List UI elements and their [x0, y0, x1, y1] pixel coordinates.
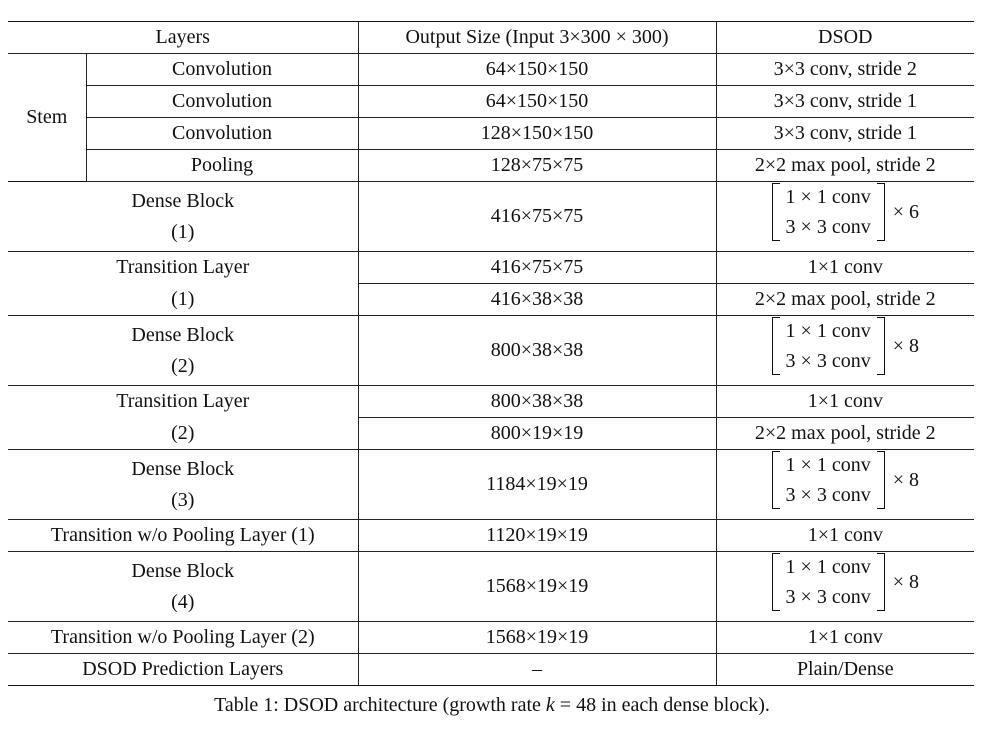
conv-3x3: 3 × 3 conv — [785, 586, 871, 608]
caption-suffix: = 48 in each dense block). — [554, 694, 770, 716]
block-name: Dense Block — [131, 323, 235, 346]
block-index: (2) — [171, 354, 195, 377]
block-name: Dense Block — [131, 559, 235, 582]
dsod-config — [716, 316, 974, 386]
caption-prefix: Table 1: DSOD architecture (growth rate — [214, 694, 546, 716]
output-size: 800×19×19 — [358, 418, 716, 450]
conv-1x1: 1 × 1 conv — [785, 454, 871, 476]
dense-block-4-label — [8, 552, 358, 622]
left-bracket-icon — [772, 553, 780, 611]
conv-3x3: 3 × 3 conv — [785, 484, 871, 506]
table-row — [8, 54, 974, 86]
dense-block-2-label — [8, 316, 358, 386]
table-row — [8, 284, 974, 316]
conv-3x3: 3 × 3 conv — [785, 216, 871, 238]
repeat-multiplier: × 8 — [892, 469, 919, 491]
table-row — [8, 118, 974, 150]
conv-3x3: 3 × 3 conv — [785, 350, 871, 372]
output-size: 800×38×38 — [358, 316, 716, 386]
bracket-matrix — [772, 316, 919, 376]
conv-1x1: 1 × 1 conv — [785, 320, 871, 342]
repeat-multiplier: × 6 — [892, 201, 919, 223]
block-name: Transition w/o Pooling Layer (2) — [8, 622, 358, 654]
table-row — [8, 182, 974, 252]
dsod-config: 2×2 max pool, stride 2 — [716, 150, 974, 182]
output-size: 416×75×75 — [358, 252, 716, 284]
dsod-config: 1×1 conv — [716, 520, 974, 552]
dsod-config: 1×1 conv — [716, 622, 974, 654]
block-index: (4) — [171, 590, 195, 613]
bracket-matrix — [772, 182, 919, 242]
dsod-config: 1×1 conv — [716, 386, 974, 418]
dsod-config — [716, 552, 974, 622]
table-row — [8, 450, 974, 520]
header-layers: Layers — [8, 22, 358, 54]
dsod-config — [716, 450, 974, 520]
table-row — [8, 520, 974, 552]
left-bracket-icon — [772, 451, 780, 509]
output-size: 416×38×38 — [358, 284, 716, 316]
layer-name: Convolution — [86, 54, 358, 86]
table-row — [8, 418, 974, 450]
output-size: 1120×19×19 — [358, 520, 716, 552]
conv-1x1: 1 × 1 conv — [785, 186, 871, 208]
conv-1x1: 1 × 1 conv — [785, 556, 871, 578]
dense-block-1-label — [8, 182, 358, 252]
block-name: Dense Block — [131, 189, 235, 212]
table-row — [8, 86, 974, 118]
table-row — [8, 622, 974, 654]
block-name: Transition Layer — [8, 252, 358, 284]
dsod-config: Plain/Dense — [716, 654, 974, 686]
block-index: (1) — [8, 284, 358, 316]
block-name: DSOD Prediction Layers — [8, 654, 358, 686]
output-size: 1184×19×19 — [358, 450, 716, 520]
table-caption — [0, 694, 984, 717]
table-row — [8, 654, 974, 686]
output-size: 1568×19×19 — [358, 622, 716, 654]
bracket-matrix — [772, 450, 919, 510]
right-bracket-icon — [877, 183, 885, 241]
header-row — [8, 22, 974, 54]
dense-block-3-label — [8, 450, 358, 520]
output-size: 128×150×150 — [358, 118, 716, 150]
block-name: Transition Layer — [8, 386, 358, 418]
stem-label: Stem — [8, 54, 86, 182]
repeat-multiplier: × 8 — [892, 335, 919, 357]
block-index: (1) — [171, 220, 195, 243]
dsod-config: 3×3 conv, stride 1 — [716, 118, 974, 150]
dsod-config: 3×3 conv, stride 2 — [716, 54, 974, 86]
dsod-config: 2×2 max pool, stride 2 — [716, 284, 974, 316]
table-row — [8, 552, 974, 622]
right-bracket-icon — [877, 317, 885, 375]
output-size: 1568×19×19 — [358, 552, 716, 622]
output-size: 64×150×150 — [358, 86, 716, 118]
dsod-config: 2×2 max pool, stride 2 — [716, 418, 974, 450]
dsod-config: 1×1 conv — [716, 252, 974, 284]
table-row — [8, 150, 974, 182]
dsod-config — [716, 182, 974, 252]
output-size: 64×150×150 — [358, 54, 716, 86]
repeat-multiplier: × 8 — [892, 571, 919, 593]
table-row — [8, 316, 974, 386]
output-size: 416×75×75 — [358, 182, 716, 252]
block-index: (2) — [8, 418, 358, 450]
right-bracket-icon — [877, 451, 885, 509]
left-bracket-icon — [772, 183, 780, 241]
table-row — [8, 386, 974, 418]
output-size: – — [358, 654, 716, 686]
layer-name: Pooling — [86, 150, 358, 182]
table-row — [8, 252, 974, 284]
left-bracket-icon — [772, 317, 780, 375]
block-index: (3) — [171, 488, 195, 511]
block-name: Dense Block — [131, 457, 235, 480]
architecture-table — [8, 21, 974, 686]
header-dsod: DSOD — [716, 22, 974, 54]
header-output-size: Output Size (Input 3×300 × 300) — [358, 22, 716, 54]
dsod-config: 3×3 conv, stride 1 — [716, 86, 974, 118]
block-name: Transition w/o Pooling Layer (1) — [8, 520, 358, 552]
bracket-matrix — [772, 552, 919, 612]
output-size: 800×38×38 — [358, 386, 716, 418]
layer-name: Convolution — [86, 118, 358, 150]
caption-variable: k — [545, 694, 555, 716]
output-size: 128×75×75 — [358, 150, 716, 182]
right-bracket-icon — [877, 553, 885, 611]
layer-name: Convolution — [86, 86, 358, 118]
